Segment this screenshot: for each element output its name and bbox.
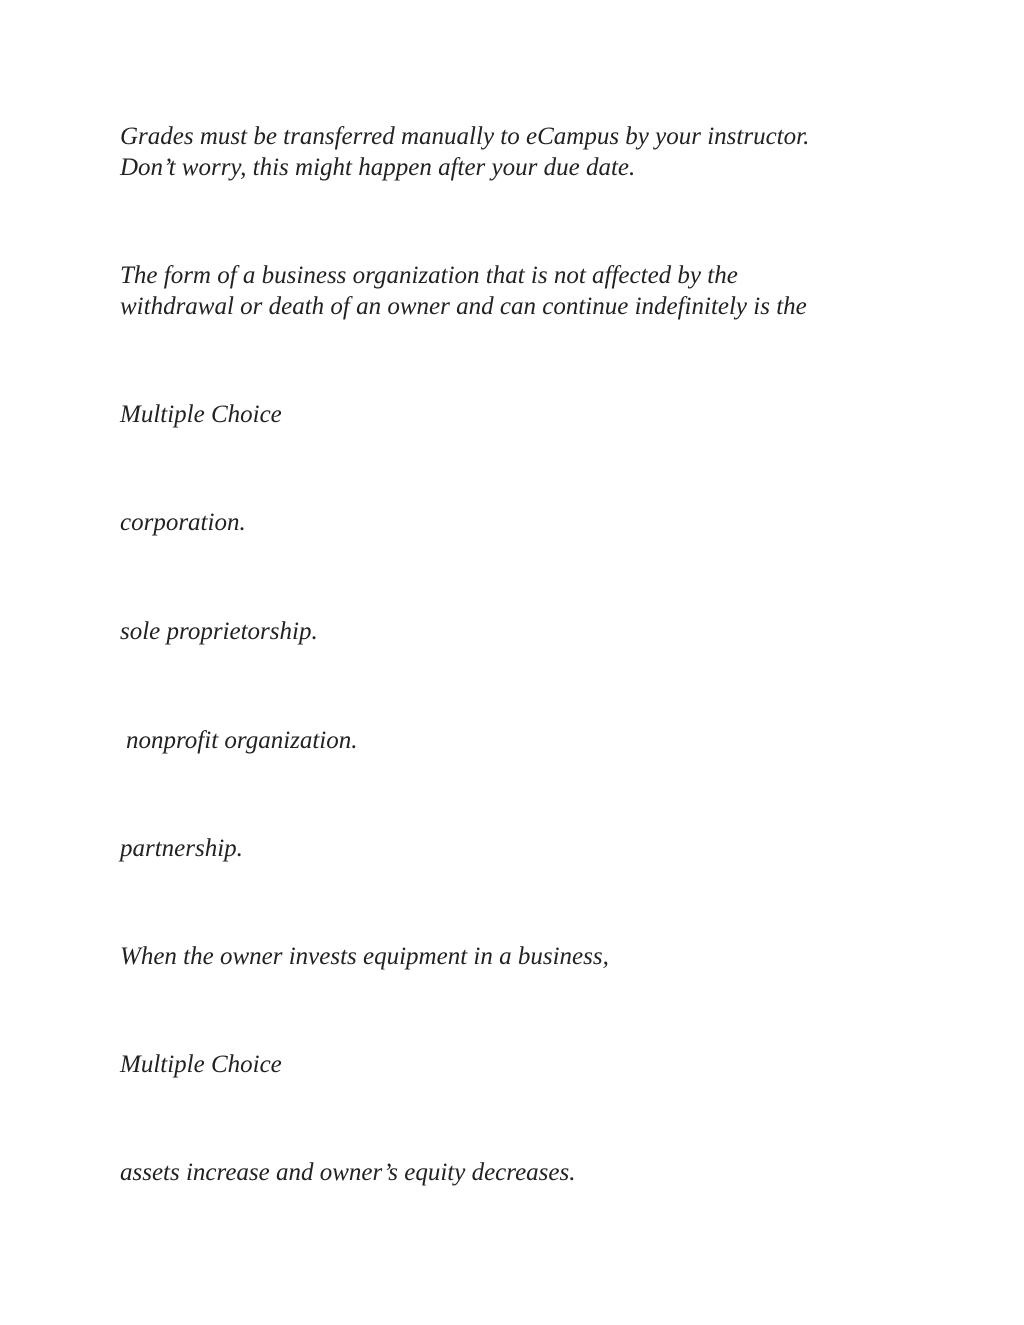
- question-1-option-sole-proprietorship[interactable]: sole proprietorship.: [120, 618, 318, 645]
- question-1-option-nonprofit[interactable]: nonprofit organization.: [126, 727, 358, 754]
- grades-notice-line-1: Grades must be transferred manually to eCampus by your instructor.: [120, 123, 810, 150]
- question-1-option-corporation[interactable]: corporation.: [120, 509, 246, 536]
- question-1-prompt-line-1: The form of a business organization that is not affected by the: [120, 262, 738, 289]
- question-1-type: Multiple Choice: [120, 401, 282, 428]
- question-1-option-partnership[interactable]: partnership.: [120, 835, 243, 862]
- question-2-type: Multiple Choice: [120, 1051, 282, 1078]
- question-2-prompt: When the owner invests equipment in a business,: [120, 943, 609, 970]
- question-1-prompt-line-2: withdrawal or death of an owner and can continue indefinitely is the: [120, 293, 807, 320]
- grades-notice-line-2: Don’t worry, this might happen after your due date.: [120, 154, 636, 181]
- question-2-option-assets-increase[interactable]: assets increase and owner’s equity decreases.: [120, 1159, 576, 1186]
